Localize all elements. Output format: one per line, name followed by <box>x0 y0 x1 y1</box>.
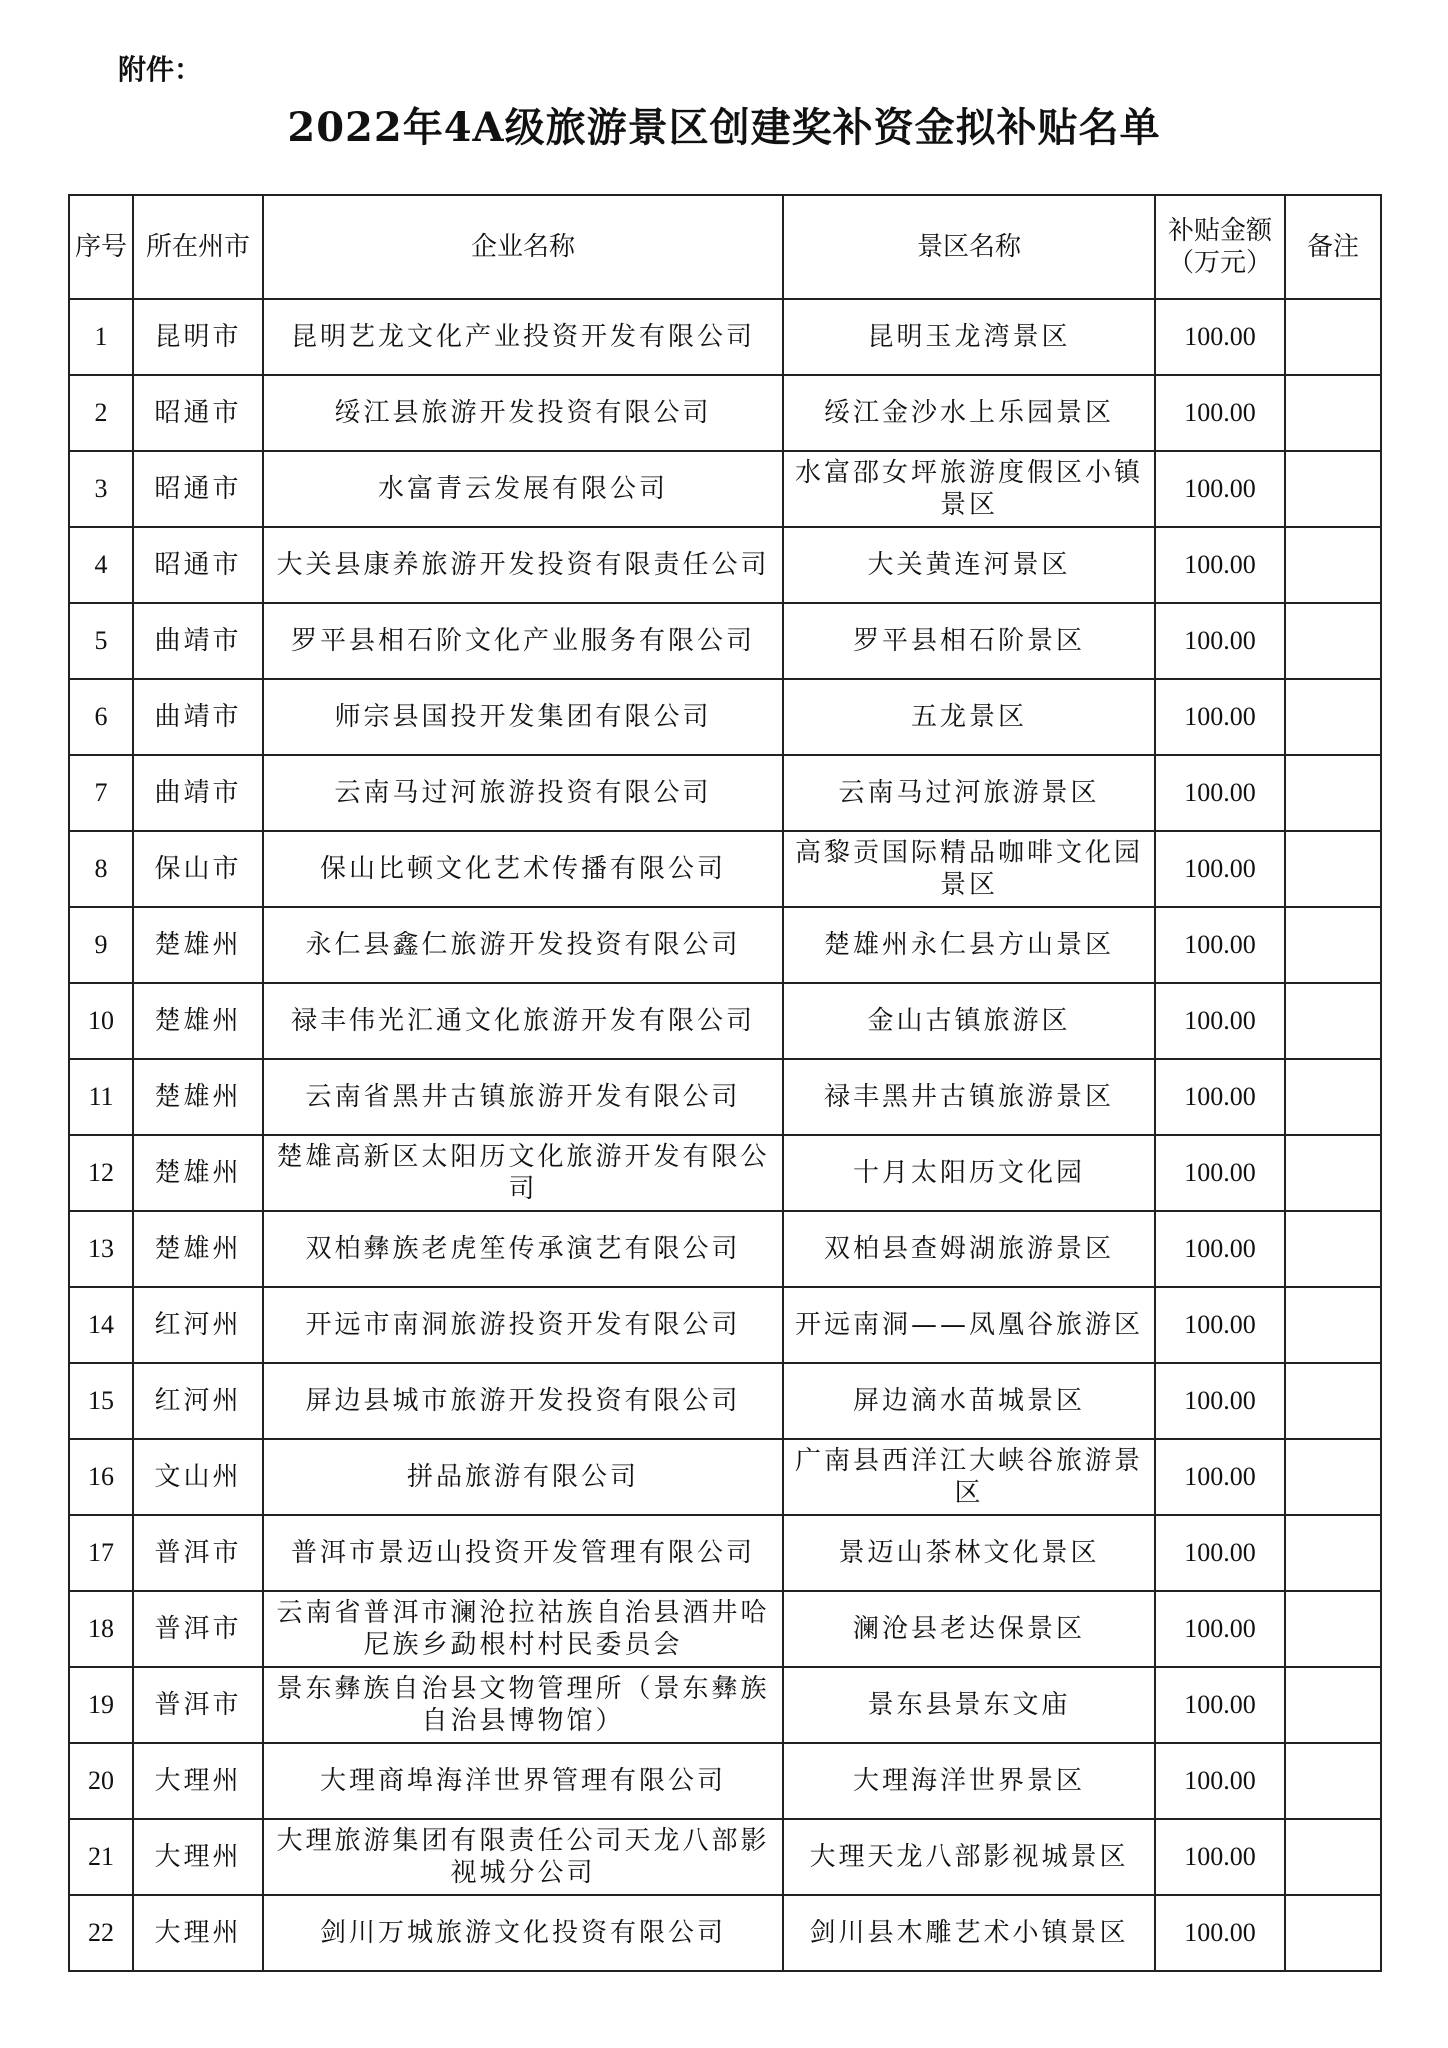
cell-company: 开远市南洞旅游投资开发有限公司 <box>263 1287 783 1363</box>
table-row <box>69 451 1381 527</box>
cell-remark <box>1285 831 1381 907</box>
table-header-row <box>69 195 1381 299</box>
cell-city: 楚雄州 <box>133 1059 263 1135</box>
header-scenic: 景区名称 <box>783 195 1155 299</box>
cell-amount: 100.00 <box>1155 1363 1285 1439</box>
cell-amount: 100.00 <box>1155 1439 1285 1515</box>
cell-seq: 11 <box>69 1059 133 1135</box>
cell-city: 昭通市 <box>133 527 263 603</box>
cell-city: 大理州 <box>133 1819 263 1895</box>
cell-city: 红河州 <box>133 1287 263 1363</box>
cell-scenic: 禄丰黑井古镇旅游景区 <box>783 1059 1155 1135</box>
cell-company: 双柏彝族老虎笙传承演艺有限公司 <box>263 1211 783 1287</box>
cell-city: 曲靖市 <box>133 755 263 831</box>
cell-amount: 100.00 <box>1155 983 1285 1059</box>
table-row <box>69 907 1381 983</box>
cell-scenic: 澜沧县老达保景区 <box>783 1591 1155 1667</box>
cell-city: 红河州 <box>133 1363 263 1439</box>
cell-amount: 100.00 <box>1155 1743 1285 1819</box>
cell-scenic: 大关黄连河景区 <box>783 527 1155 603</box>
cell-seq: 12 <box>69 1135 133 1211</box>
cell-company: 拼品旅游有限公司 <box>263 1439 783 1515</box>
cell-city: 楚雄州 <box>133 1211 263 1287</box>
table-row <box>69 1211 1381 1287</box>
cell-remark <box>1285 1743 1381 1819</box>
cell-city: 楚雄州 <box>133 1135 263 1211</box>
cell-remark <box>1285 983 1381 1059</box>
cell-amount: 100.00 <box>1155 451 1285 527</box>
cell-seq: 20 <box>69 1743 133 1819</box>
cell-amount: 100.00 <box>1155 755 1285 831</box>
attachment-label: 附件： <box>118 53 203 86</box>
cell-company: 大理旅游集团有限责任公司天龙八部影视城分公司 <box>263 1819 783 1895</box>
cell-city: 楚雄州 <box>133 907 263 983</box>
table-row <box>69 1439 1381 1515</box>
cell-seq: 3 <box>69 451 133 527</box>
cell-seq: 22 <box>69 1895 133 1971</box>
cell-city: 曲靖市 <box>133 679 263 755</box>
cell-remark <box>1285 907 1381 983</box>
cell-amount: 100.00 <box>1155 1667 1285 1743</box>
cell-city: 普洱市 <box>133 1591 263 1667</box>
cell-company: 绥江县旅游开发投资有限公司 <box>263 375 783 451</box>
cell-remark <box>1285 527 1381 603</box>
cell-remark <box>1285 1895 1381 1971</box>
cell-remark <box>1285 603 1381 679</box>
cell-company: 昆明艺龙文化产业投资开发有限公司 <box>263 299 783 375</box>
cell-scenic: 屏边滴水苗城景区 <box>783 1363 1155 1439</box>
cell-city: 文山州 <box>133 1439 263 1515</box>
cell-seq: 15 <box>69 1363 133 1439</box>
cell-seq: 9 <box>69 907 133 983</box>
cell-company: 大理商埠海洋世界管理有限公司 <box>263 1743 783 1819</box>
table-row <box>69 1287 1381 1363</box>
cell-remark <box>1285 1135 1381 1211</box>
cell-company: 剑川万城旅游文化投资有限公司 <box>263 1895 783 1971</box>
cell-seq: 10 <box>69 983 133 1059</box>
cell-remark <box>1285 451 1381 527</box>
cell-seq: 17 <box>69 1515 133 1591</box>
cell-amount: 100.00 <box>1155 1287 1285 1363</box>
cell-city: 昭通市 <box>133 451 263 527</box>
cell-remark <box>1285 375 1381 451</box>
cell-company: 云南马过河旅游投资有限公司 <box>263 755 783 831</box>
cell-amount: 100.00 <box>1155 1135 1285 1211</box>
cell-amount: 100.00 <box>1155 527 1285 603</box>
cell-scenic: 水富邵女坪旅游度假区小镇景区 <box>783 451 1155 527</box>
cell-company: 屏边县城市旅游开发投资有限公司 <box>263 1363 783 1439</box>
table-row <box>69 755 1381 831</box>
cell-scenic: 罗平县相石阶景区 <box>783 603 1155 679</box>
cell-scenic: 剑川县木雕艺术小镇景区 <box>783 1895 1155 1971</box>
cell-remark <box>1285 755 1381 831</box>
cell-seq: 14 <box>69 1287 133 1363</box>
table-row <box>69 299 1381 375</box>
cell-scenic: 开远南洞——凤凰谷旅游区 <box>783 1287 1155 1363</box>
cell-scenic: 云南马过河旅游景区 <box>783 755 1155 831</box>
cell-company: 永仁县鑫仁旅游开发投资有限公司 <box>263 907 783 983</box>
page-title: 2022年4A级旅游景区创建奖补资金拟补贴名单 <box>287 104 1161 151</box>
cell-company: 云南省黑井古镇旅游开发有限公司 <box>263 1059 783 1135</box>
cell-remark <box>1285 1059 1381 1135</box>
cell-scenic: 五龙景区 <box>783 679 1155 755</box>
cell-scenic: 十月太阳历文化园 <box>783 1135 1155 1211</box>
cell-seq: 21 <box>69 1819 133 1895</box>
cell-seq: 5 <box>69 603 133 679</box>
cell-seq: 8 <box>69 831 133 907</box>
cell-scenic: 昆明玉龙湾景区 <box>783 299 1155 375</box>
cell-scenic: 绥江金沙水上乐园景区 <box>783 375 1155 451</box>
table-row <box>69 1743 1381 1819</box>
cell-remark <box>1285 679 1381 755</box>
header-amount: 补贴金额（万元） <box>1155 195 1285 299</box>
header-seq: 序号 <box>69 195 133 299</box>
table-row <box>69 831 1381 907</box>
cell-remark <box>1285 1363 1381 1439</box>
cell-city: 大理州 <box>133 1895 263 1971</box>
cell-remark <box>1285 1515 1381 1591</box>
cell-scenic: 金山古镇旅游区 <box>783 983 1155 1059</box>
cell-seq: 2 <box>69 375 133 451</box>
cell-remark <box>1285 1819 1381 1895</box>
cell-remark <box>1285 1287 1381 1363</box>
cell-city: 昆明市 <box>133 299 263 375</box>
cell-company: 保山比顿文化艺术传播有限公司 <box>263 831 783 907</box>
cell-company: 云南省普洱市澜沧拉祜族自治县酒井哈尼族乡勐根村村民委员会 <box>263 1591 783 1667</box>
cell-amount: 100.00 <box>1155 679 1285 755</box>
cell-amount: 100.00 <box>1155 1895 1285 1971</box>
cell-company: 禄丰伟光汇通文化旅游开发有限公司 <box>263 983 783 1059</box>
cell-company: 楚雄高新区太阳历文化旅游开发有限公司 <box>263 1135 783 1211</box>
cell-city: 曲靖市 <box>133 603 263 679</box>
cell-company: 景东彝族自治县文物管理所（景东彝族自治县博物馆） <box>263 1667 783 1743</box>
cell-seq: 18 <box>69 1591 133 1667</box>
table-row <box>69 1515 1381 1591</box>
cell-company: 罗平县相石阶文化产业服务有限公司 <box>263 603 783 679</box>
cell-amount: 100.00 <box>1155 907 1285 983</box>
cell-amount: 100.00 <box>1155 603 1285 679</box>
cell-scenic: 景东县景东文庙 <box>783 1667 1155 1743</box>
cell-company: 水富青云发展有限公司 <box>263 451 783 527</box>
cell-amount: 100.00 <box>1155 1819 1285 1895</box>
cell-seq: 16 <box>69 1439 133 1515</box>
cell-city: 大理州 <box>133 1743 263 1819</box>
header-city: 所在州市 <box>133 195 263 299</box>
cell-amount: 100.00 <box>1155 1591 1285 1667</box>
table-row <box>69 1667 1381 1743</box>
cell-seq: 1 <box>69 299 133 375</box>
table-row <box>69 1819 1381 1895</box>
table-row <box>69 527 1381 603</box>
cell-seq: 4 <box>69 527 133 603</box>
header-remark: 备注 <box>1285 195 1381 299</box>
cell-city: 保山市 <box>133 831 263 907</box>
cell-amount: 100.00 <box>1155 299 1285 375</box>
table-row <box>69 1363 1381 1439</box>
cell-scenic: 高黎贡国际精品咖啡文化园景区 <box>783 831 1155 907</box>
cell-seq: 7 <box>69 755 133 831</box>
cell-amount: 100.00 <box>1155 1515 1285 1591</box>
header-company: 企业名称 <box>263 195 783 299</box>
cell-remark <box>1285 1591 1381 1667</box>
cell-amount: 100.00 <box>1155 1059 1285 1135</box>
cell-company: 师宗县国投开发集团有限公司 <box>263 679 783 755</box>
table-row <box>69 983 1381 1059</box>
table-row <box>69 1895 1381 1971</box>
cell-company: 普洱市景迈山投资开发管理有限公司 <box>263 1515 783 1591</box>
cell-seq: 6 <box>69 679 133 755</box>
cell-scenic: 大理海洋世界景区 <box>783 1743 1155 1819</box>
cell-city: 昭通市 <box>133 375 263 451</box>
table-row <box>69 679 1381 755</box>
cell-seq: 13 <box>69 1211 133 1287</box>
cell-amount: 100.00 <box>1155 1211 1285 1287</box>
cell-amount: 100.00 <box>1155 831 1285 907</box>
cell-city: 普洱市 <box>133 1515 263 1591</box>
cell-scenic: 楚雄州永仁县方山景区 <box>783 907 1155 983</box>
cell-remark <box>1285 299 1381 375</box>
cell-remark <box>1285 1211 1381 1287</box>
cell-seq: 19 <box>69 1667 133 1743</box>
cell-scenic: 广南县西洋江大峡谷旅游景区 <box>783 1439 1155 1515</box>
table-row <box>69 1059 1381 1135</box>
subsidy-table <box>68 194 1382 1972</box>
table-row <box>69 375 1381 451</box>
cell-company: 大关县康养旅游开发投资有限责任公司 <box>263 527 783 603</box>
cell-scenic: 双柏县查姆湖旅游景区 <box>783 1211 1155 1287</box>
cell-scenic: 景迈山茶林文化景区 <box>783 1515 1155 1591</box>
table-row <box>69 603 1381 679</box>
cell-remark <box>1285 1667 1381 1743</box>
cell-amount: 100.00 <box>1155 375 1285 451</box>
cell-remark <box>1285 1439 1381 1515</box>
cell-city: 楚雄州 <box>133 983 263 1059</box>
table-row <box>69 1591 1381 1667</box>
cell-city: 普洱市 <box>133 1667 263 1743</box>
cell-scenic: 大理天龙八部影视城景区 <box>783 1819 1155 1895</box>
table-row <box>69 1135 1381 1211</box>
